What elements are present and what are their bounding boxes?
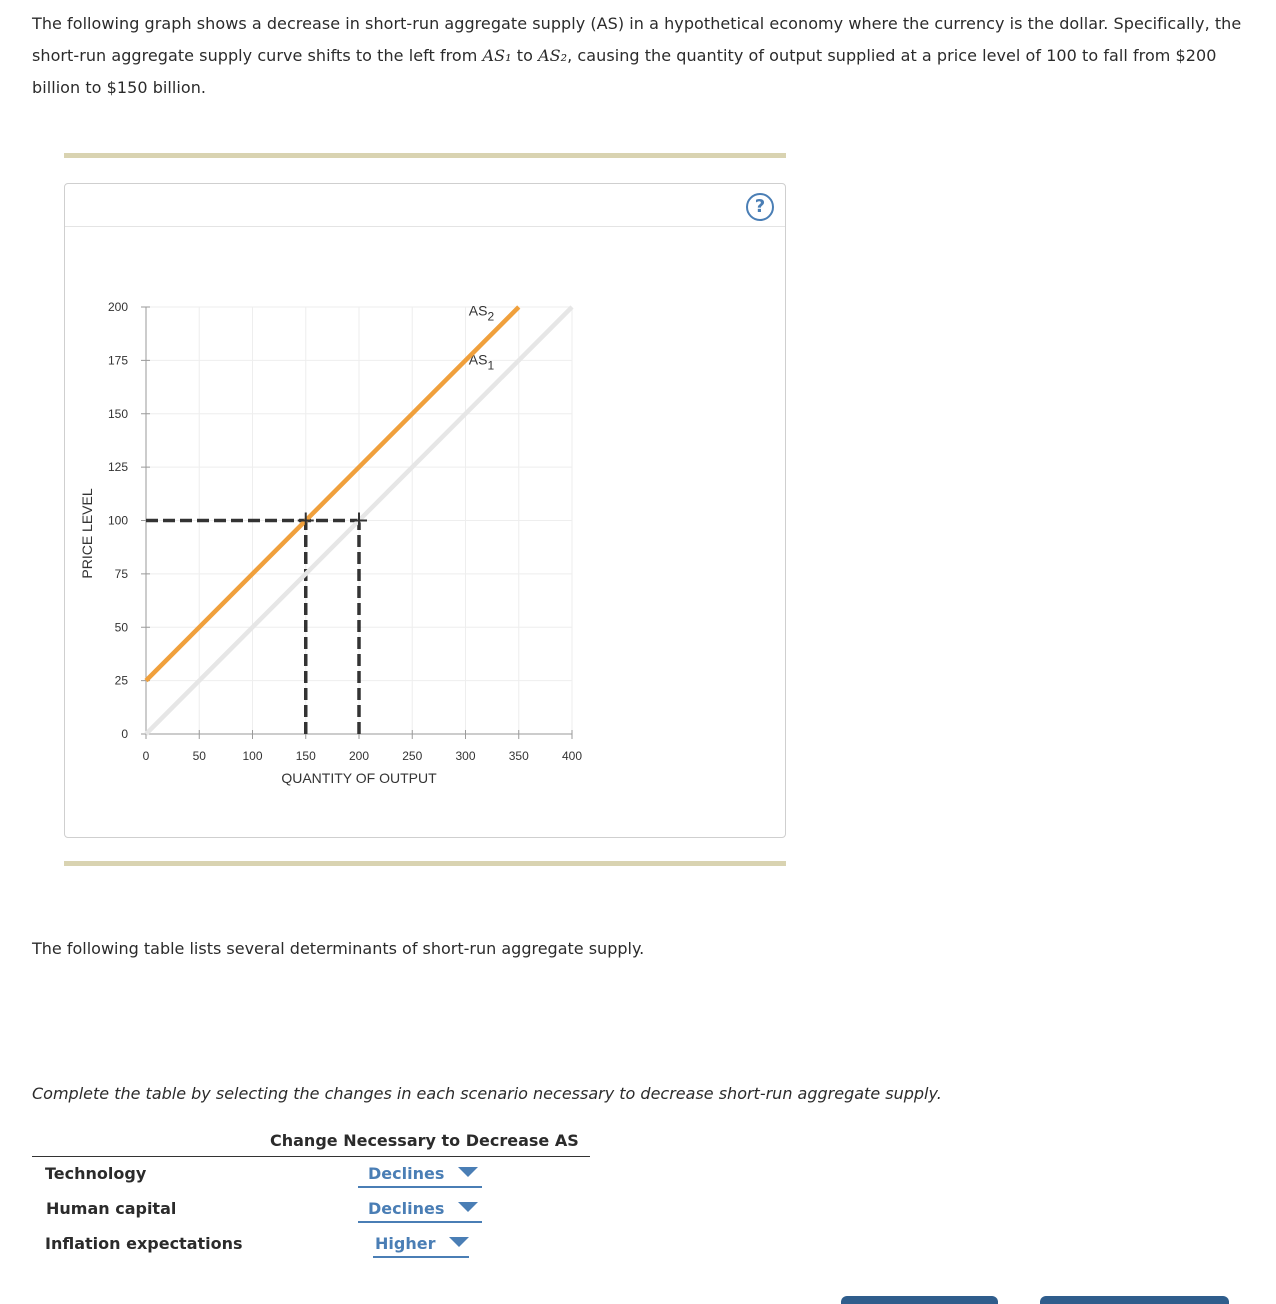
chevron-down-icon bbox=[458, 1167, 478, 1177]
chevron-down-icon bbox=[449, 1237, 469, 1247]
x-tick-label: 150 bbox=[295, 749, 316, 763]
technology-dropdown-value: Declines bbox=[368, 1164, 445, 1183]
next-button[interactable] bbox=[1040, 1296, 1229, 1304]
x-tick-label: 200 bbox=[348, 749, 370, 763]
y-tick-label: 125 bbox=[107, 460, 128, 475]
instruction-text: Complete the table by selecting the changes in each scenario necessary to decrease short-run aggregate supply. bbox=[32, 1084, 942, 1103]
y-axis-label: PRICE LEVEL bbox=[79, 488, 95, 579]
chevron-down-icon bbox=[458, 1202, 478, 1212]
technology-dropdown[interactable] bbox=[358, 1164, 482, 1188]
as2-symbol: AS₂ bbox=[538, 46, 568, 65]
x-tick-label: 250 bbox=[402, 749, 423, 763]
help-icon[interactable]: ? bbox=[746, 193, 774, 221]
table-intro-text: The following table lists several determinants of short-run aggregate supply. bbox=[32, 939, 645, 958]
top-divider bbox=[64, 153, 786, 158]
row-label-inflation-expectations: Inflation expectations bbox=[45, 1234, 243, 1253]
table-header-rule bbox=[32, 1156, 590, 1157]
y-tick-label: 75 bbox=[114, 566, 128, 581]
bottom-divider bbox=[64, 861, 786, 866]
y-tick-label: 25 bbox=[114, 673, 128, 688]
y-tick-label: 0 bbox=[121, 727, 128, 741]
y-tick-label: 100 bbox=[107, 513, 128, 528]
row-label-human-capital: Human capital bbox=[46, 1199, 177, 1218]
x-tick-label: 400 bbox=[561, 749, 583, 763]
x-tick-label: 0 bbox=[142, 749, 150, 763]
intro-part-1: The following graph shows a decrease in short-run aggregate supply (AS) in a hypothetical economy where the currency is the dollar. Specifically, the short-run aggregate supply curve shifts to the left from bbox=[32, 14, 1242, 65]
series-label-as2: AS2 bbox=[468, 302, 495, 324]
y-tick-label: 50 bbox=[114, 620, 128, 635]
inflation-expectations-dropdown[interactable] bbox=[373, 1234, 469, 1258]
y-tick-label: 175 bbox=[107, 353, 128, 368]
inflation-expectations-dropdown-value: Higher bbox=[375, 1234, 436, 1253]
table-column-header: Change Necessary to Decrease AS bbox=[270, 1131, 579, 1150]
x-tick-label: 300 bbox=[455, 749, 476, 763]
x-tick-label: 100 bbox=[242, 749, 263, 763]
series-line-as2 bbox=[146, 307, 519, 681]
as-chart[interactable] bbox=[65, 184, 785, 837]
intro-part-3: , causing the quantity of output supplied at a price level of 100 to fall from $200 billion to $150 billion. bbox=[32, 46, 1217, 97]
previous-button[interactable] bbox=[841, 1296, 998, 1304]
x-axis-label: QUANTITY OF OUTPUT bbox=[281, 770, 437, 786]
y-tick-label: 150 bbox=[107, 406, 128, 421]
graph-panel bbox=[64, 183, 786, 838]
human-capital-dropdown[interactable] bbox=[358, 1199, 482, 1223]
intro-text bbox=[32, 8, 1247, 104]
intro-part-2: to bbox=[511, 46, 539, 65]
x-tick-label: 350 bbox=[508, 749, 529, 763]
row-label-technology: Technology bbox=[45, 1164, 147, 1183]
x-tick-label: 50 bbox=[192, 749, 206, 763]
series-label-as1: AS1 bbox=[468, 351, 495, 373]
as1-symbol: AS₁ bbox=[482, 46, 512, 65]
y-tick-label: 200 bbox=[107, 300, 128, 314]
human-capital-dropdown-value: Declines bbox=[368, 1199, 445, 1218]
